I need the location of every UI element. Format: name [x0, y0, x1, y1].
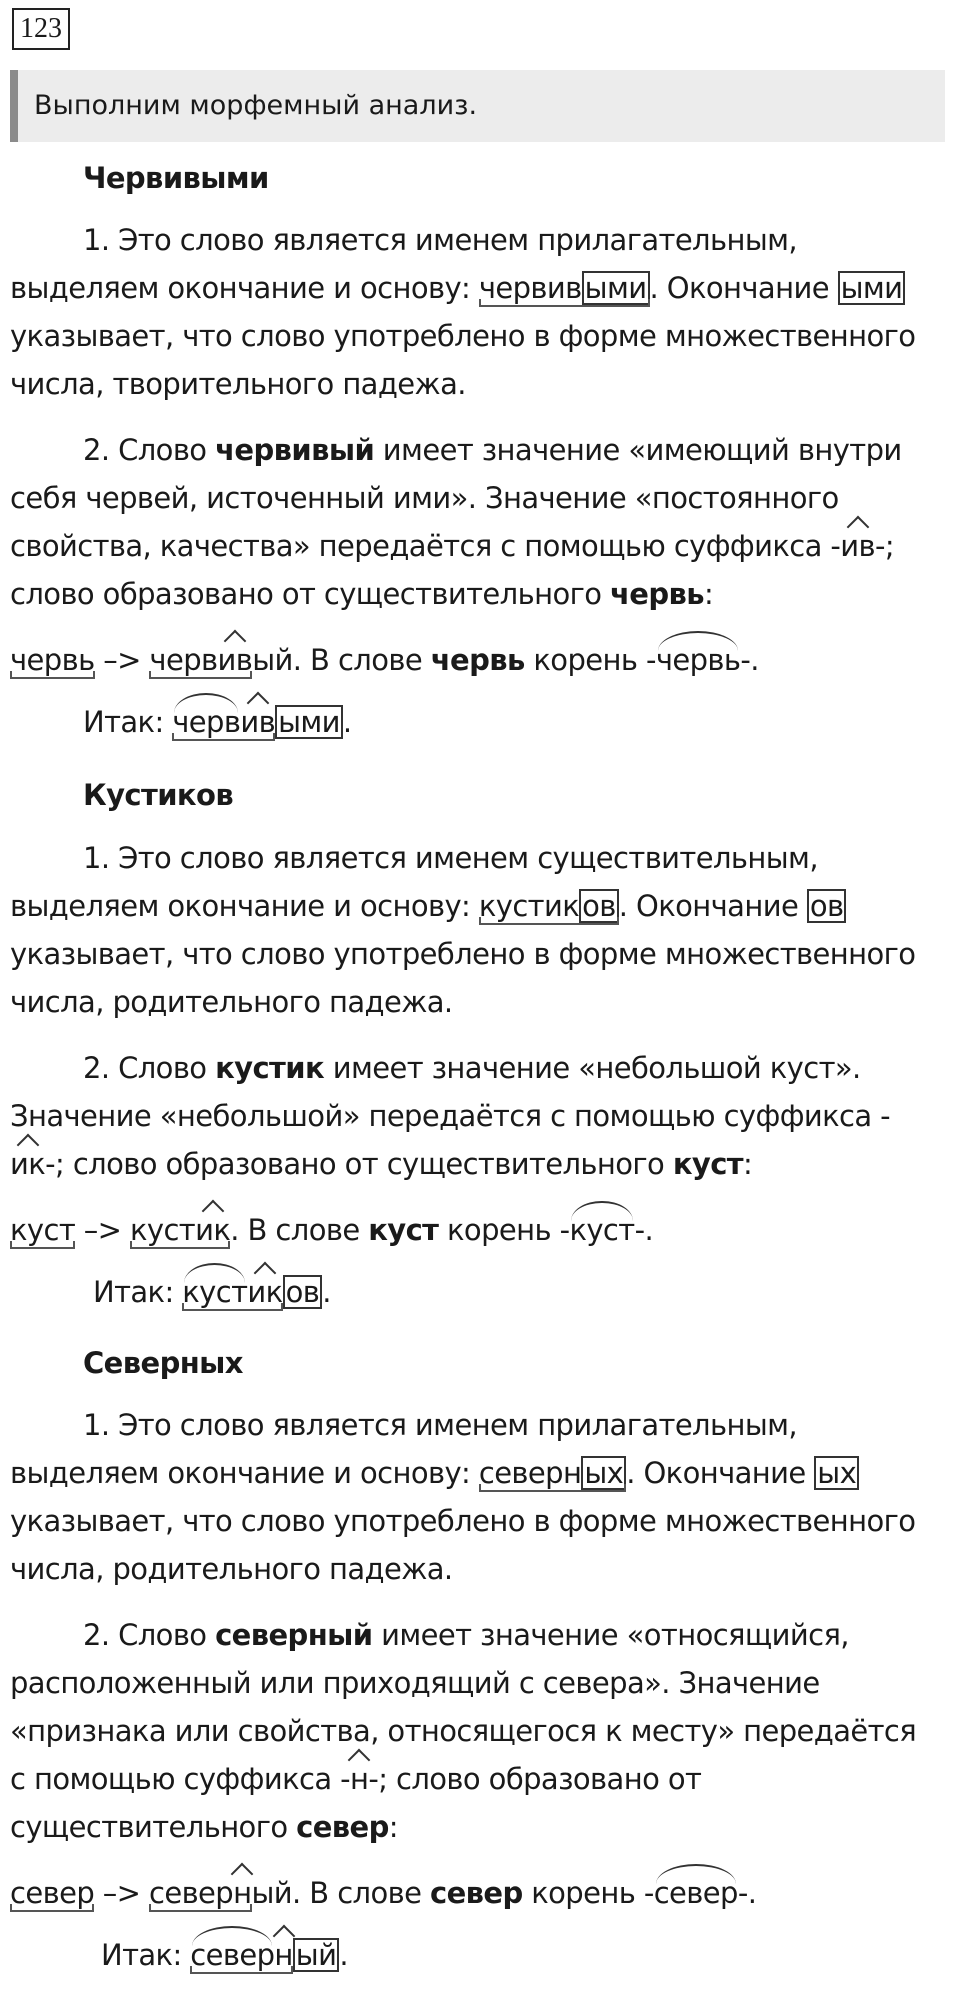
- root-mark: куст: [182, 1272, 247, 1312]
- paragraph-line: выделяем окончание и основу: червив ыми . Окончание ыми: [10, 268, 905, 308]
- derivation-line: север –> северный. В слове север корень -север-.: [10, 1873, 756, 1913]
- paragraph-line: 1. Это слово является именем прилагательным,: [83, 223, 798, 257]
- stem-underline: червив: [149, 640, 252, 680]
- paragraph-line: свойства, качества» передаётся с помощью суффикса -ив-;: [10, 526, 894, 566]
- suffix-mark: ив: [218, 640, 253, 680]
- ending-box: ов: [283, 1275, 323, 1309]
- task-number: 123: [12, 8, 70, 50]
- paragraph-line: 1. Это слово является именем существительным,: [83, 841, 818, 875]
- stem-underline: северн: [149, 1873, 252, 1913]
- ending-box: ыми: [582, 271, 650, 305]
- root-mark: червь: [656, 640, 741, 680]
- summary-line: Итак: червив ыми .: [83, 702, 352, 742]
- stem-underline: север: [10, 1873, 94, 1913]
- paragraph-line: Значение «небольшой» передаётся с помощью суффикса -: [10, 1099, 891, 1133]
- ending-box: ов: [807, 889, 847, 923]
- intro-text: Выполним морфемный анализ.: [34, 90, 478, 121]
- stem-underline: [182, 1272, 282, 1312]
- paragraph-line: слово образовано от существительного червь:: [10, 577, 714, 611]
- suffix-mark: ик: [195, 1210, 230, 1250]
- suffix-mark: ив: [240, 702, 275, 742]
- ending-box: ых: [581, 1456, 626, 1490]
- suffix-mark: ик: [10, 1144, 45, 1184]
- suffix-mark: ик: [247, 1272, 282, 1312]
- paragraph-line: существительного север:: [10, 1810, 398, 1844]
- stem-underline: [172, 702, 275, 742]
- summary-line: Итак: северн ый .: [101, 1935, 348, 1975]
- word-heading: Северных: [83, 1346, 243, 1380]
- suffix-mark: н: [350, 1759, 368, 1799]
- paragraph-line: выделяем окончание и основу: кустик ов . Окончание ов: [10, 886, 846, 926]
- intro-banner: [10, 70, 945, 142]
- paragraph-line: 2. Слово червивый имеет значение «имеющий внутри: [83, 433, 902, 467]
- root-mark: куст: [569, 1210, 634, 1250]
- stem-underline: кустик: [130, 1210, 230, 1250]
- stem-underline: [190, 1935, 293, 1975]
- paragraph-line: 1. Это слово является именем прилагательным,: [83, 1408, 798, 1442]
- suffix-mark: н: [233, 1873, 251, 1913]
- ending-box: ыми: [275, 705, 343, 739]
- root-mark: черв: [172, 702, 240, 742]
- ending-box: ых: [814, 1456, 859, 1490]
- ending-box: ов: [579, 889, 619, 923]
- paragraph-line: ик-; слово образовано от существительного куст:: [10, 1144, 752, 1184]
- paragraph-line: себя червей, источенный ими». Значение «постоянного: [10, 481, 839, 515]
- stem-underline: северн ых: [479, 1453, 626, 1493]
- paragraph-line: указывает, что слово употреблено в форме множественного: [10, 319, 916, 353]
- paragraph-line: с помощью суффикса -н-; слово образовано от: [10, 1759, 701, 1799]
- word-heading: Червивыми: [83, 161, 269, 195]
- stem-underline: кустик ов: [479, 886, 619, 926]
- suffix-mark: ив: [840, 526, 875, 566]
- stem-underline: куст: [10, 1210, 75, 1250]
- paragraph-line: указывает, что слово употреблено в форме множественного: [10, 937, 916, 971]
- paragraph-line: указывает, что слово употреблено в форме множественного: [10, 1504, 916, 1538]
- ending-box: ыми: [838, 271, 906, 305]
- derivation-line: червь –> червивый. В слове червь корень -червь-.: [10, 640, 759, 680]
- word-heading: Кустиков: [83, 778, 234, 812]
- paragraph-line: числа, родительного падежа.: [10, 985, 453, 1019]
- paragraph-line: 2. Слово кустик имеет значение «небольшой куст».: [83, 1051, 861, 1085]
- root-mark: север: [654, 1873, 738, 1913]
- stem-underline: червив ыми: [479, 268, 650, 308]
- paragraph-line: выделяем окончание и основу: северн ых . Окончание ых: [10, 1453, 859, 1493]
- derivation-line: куст –> кустик. В слове куст корень -куст-.: [10, 1210, 653, 1250]
- root-mark: север: [190, 1935, 274, 1975]
- ending-box: ый: [293, 1938, 340, 1972]
- summary-line: Итак: кустик ов .: [93, 1272, 331, 1312]
- paragraph-line: расположенный или приходящий с севера». Значение: [10, 1666, 820, 1700]
- paragraph-line: числа, творительного падежа.: [10, 367, 466, 401]
- paragraph-line: «признака или свойства, относящегося к месту» передаётся: [10, 1714, 917, 1748]
- paragraph-line: числа, родительного падежа.: [10, 1552, 453, 1586]
- paragraph-line: 2. Слово северный имеет значение «относящийся,: [83, 1618, 849, 1652]
- stem-underline: червь: [10, 640, 95, 680]
- suffix-mark: н: [274, 1935, 292, 1975]
